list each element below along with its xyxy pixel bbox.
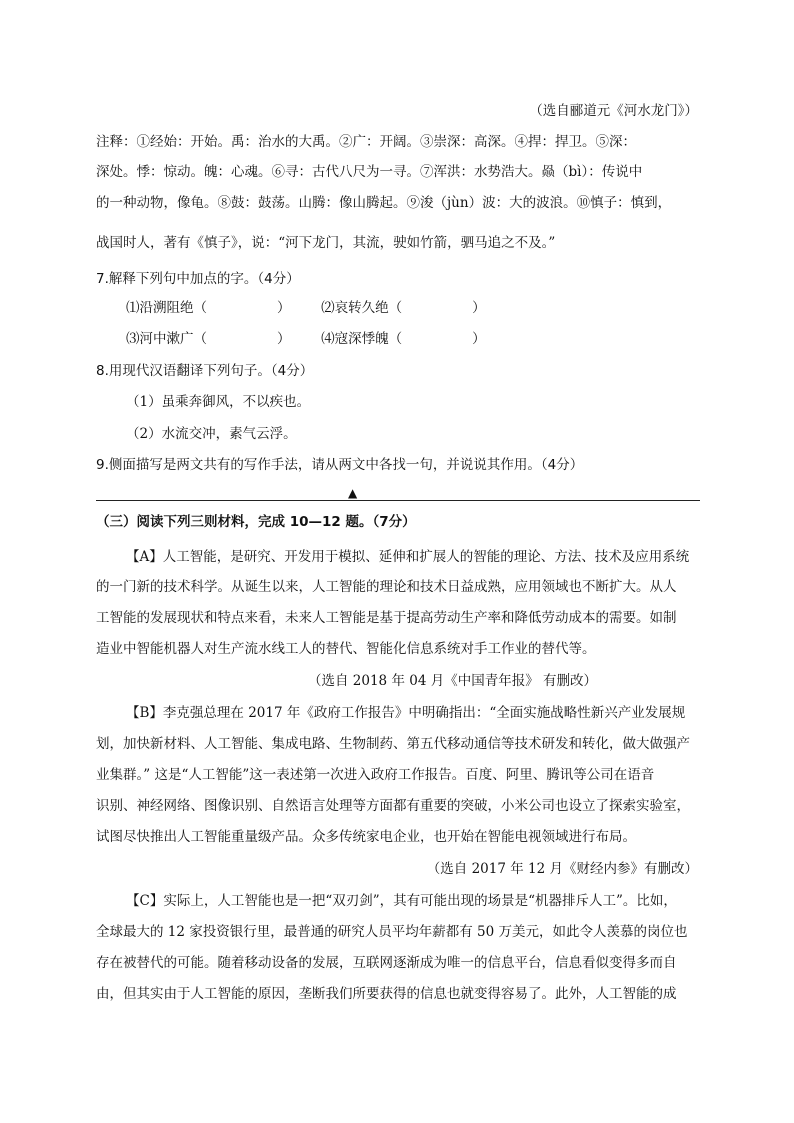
material-c-line: 【C】实际上，人工智能也是一把“双刃剑”，其有可能出现的场景是“机器排斥人工”。比如， — [126, 893, 677, 909]
note-line: 注释：①经始：开始。禹：治水的大禹。②广：开阔。③崇深：高深。④捍：捍卫。⑤深： — [96, 134, 636, 150]
question-7-row-1 — [126, 299, 730, 317]
triangle-marker: ▲ — [348, 486, 358, 500]
question-7-row-2 — [126, 330, 730, 348]
q7-item-2-close: ） — [472, 300, 486, 316]
question-8-sentence-1: （1）虽乘奔御风，不以疾也。 — [126, 394, 311, 410]
material-b-line: 【B】李克强总理在 2017 年《政府工作报告》中明确指出：“全面实施战略性新兴产业发展规 — [126, 705, 686, 721]
material-c-line: 存在被替代的可能。随着移动设备的发展，互联网逐渐成为唯一的信息平台，信息看似变得多而自 — [96, 955, 677, 971]
question-8-sentence-2: （2）水流交冲，素气云浮。 — [126, 426, 297, 442]
material-b-line: 划，加快新材料、人工智能、集成电路、生物制药、第五代移动通信等技术研发和转化，做大做强产 — [96, 736, 690, 752]
q7-item-1: ⑴沿溯阻绝（ — [126, 300, 207, 316]
question-8-stem: 8.用现代汉语翻译下列句子。（4分） — [96, 363, 314, 379]
section-3-heading: （三）阅读下列三则材料，完成 10—12 题。（7分） — [96, 514, 416, 530]
question-9-stem: 9.侧面描写是两文共有的写作手法，请从两文中各找一句，并说说其作用。（4分） — [96, 457, 584, 473]
note-line: 战国时人，著有《慎子》，说：“河下龙门，其流，驶如竹箭，驷马追之不及。” — [96, 235, 556, 251]
material-b-line: 业集群。” 这是“人工智能”这一表述第一次进入政府工作报告。百度、阿里、腾讯等公司在语音 — [96, 767, 655, 783]
material-b-source: （选自 2017 年 12 月《财经内参》有删改） — [426, 861, 698, 877]
note-line: 的一种动物，像龟。⑧鼓：鼓荡。山腾：像山腾起。⑨浚（jùn）波：大的波浪。⑩慎子：慎到， — [96, 195, 672, 211]
q7-item-4: ⑷寇深悸魄（ — [321, 331, 403, 347]
q7-item-2: ⑵哀转久绝（ — [321, 300, 403, 316]
material-a-line: 工智能的发展现状和特点来看，未来人工智能是基于提高劳动生产率和降低劳动成本的需要。如制 — [96, 610, 677, 626]
material-a-source: （选自 2018 年 04 月《中国青年报》 有删改） — [308, 673, 597, 689]
section-divider — [96, 500, 700, 501]
material-a-line: 【A】人工智能，是研究、开发用于模拟、延伸和扩展人的智能的理论、方法、技术及应用系统 — [126, 549, 690, 565]
note-line: 深处。悸：惊动。魄：心魂。⑥寻：古代八尺为一寻。⑦浑洪：水势浩大。赑（bì）：传说中 — [96, 164, 643, 180]
material-c-line: 由，但其实由于人工智能的原因，垄断我们所要获得的信息也就变得容易了。此外，人工智能的成 — [96, 986, 677, 1002]
material-a-line: 的一门新的技术科学。从诞生以来，人工智能的理论和技术日益成熟，应用领域也不断扩大。从人 — [96, 579, 677, 595]
q7-item-4-close: ） — [472, 331, 486, 347]
material-b-line: 识别、神经网络、图像识别、自然语言处理等方面都有重要的突破，小米公司也设立了探索实验室， — [96, 798, 690, 814]
material-b-line: 试图尽快推出人工智能重量级产品。众多传统家电企业，也开始在智能电视领域进行布局。 — [96, 829, 636, 845]
source-line: （选自郦道元《河水龙门》） — [529, 103, 698, 119]
q7-item-3: ⑶河中漱广（ — [126, 331, 207, 347]
material-c-line: 全球最大的 12 家投资银行里，最普通的研究人员平均年薪都有 50 万美元，如此令人羡慕的岗位也 — [96, 924, 688, 940]
q7-item-3-close: ） — [277, 331, 291, 347]
question-7-stem: 7.解释下列句中加点的字。（4分） — [96, 271, 300, 287]
material-a-line: 造业中智能机器人对生产流水线工人的替代、智能化信息系统对手工作业的替代等。 — [96, 641, 596, 657]
q7-item-1-close: ） — [277, 300, 291, 316]
